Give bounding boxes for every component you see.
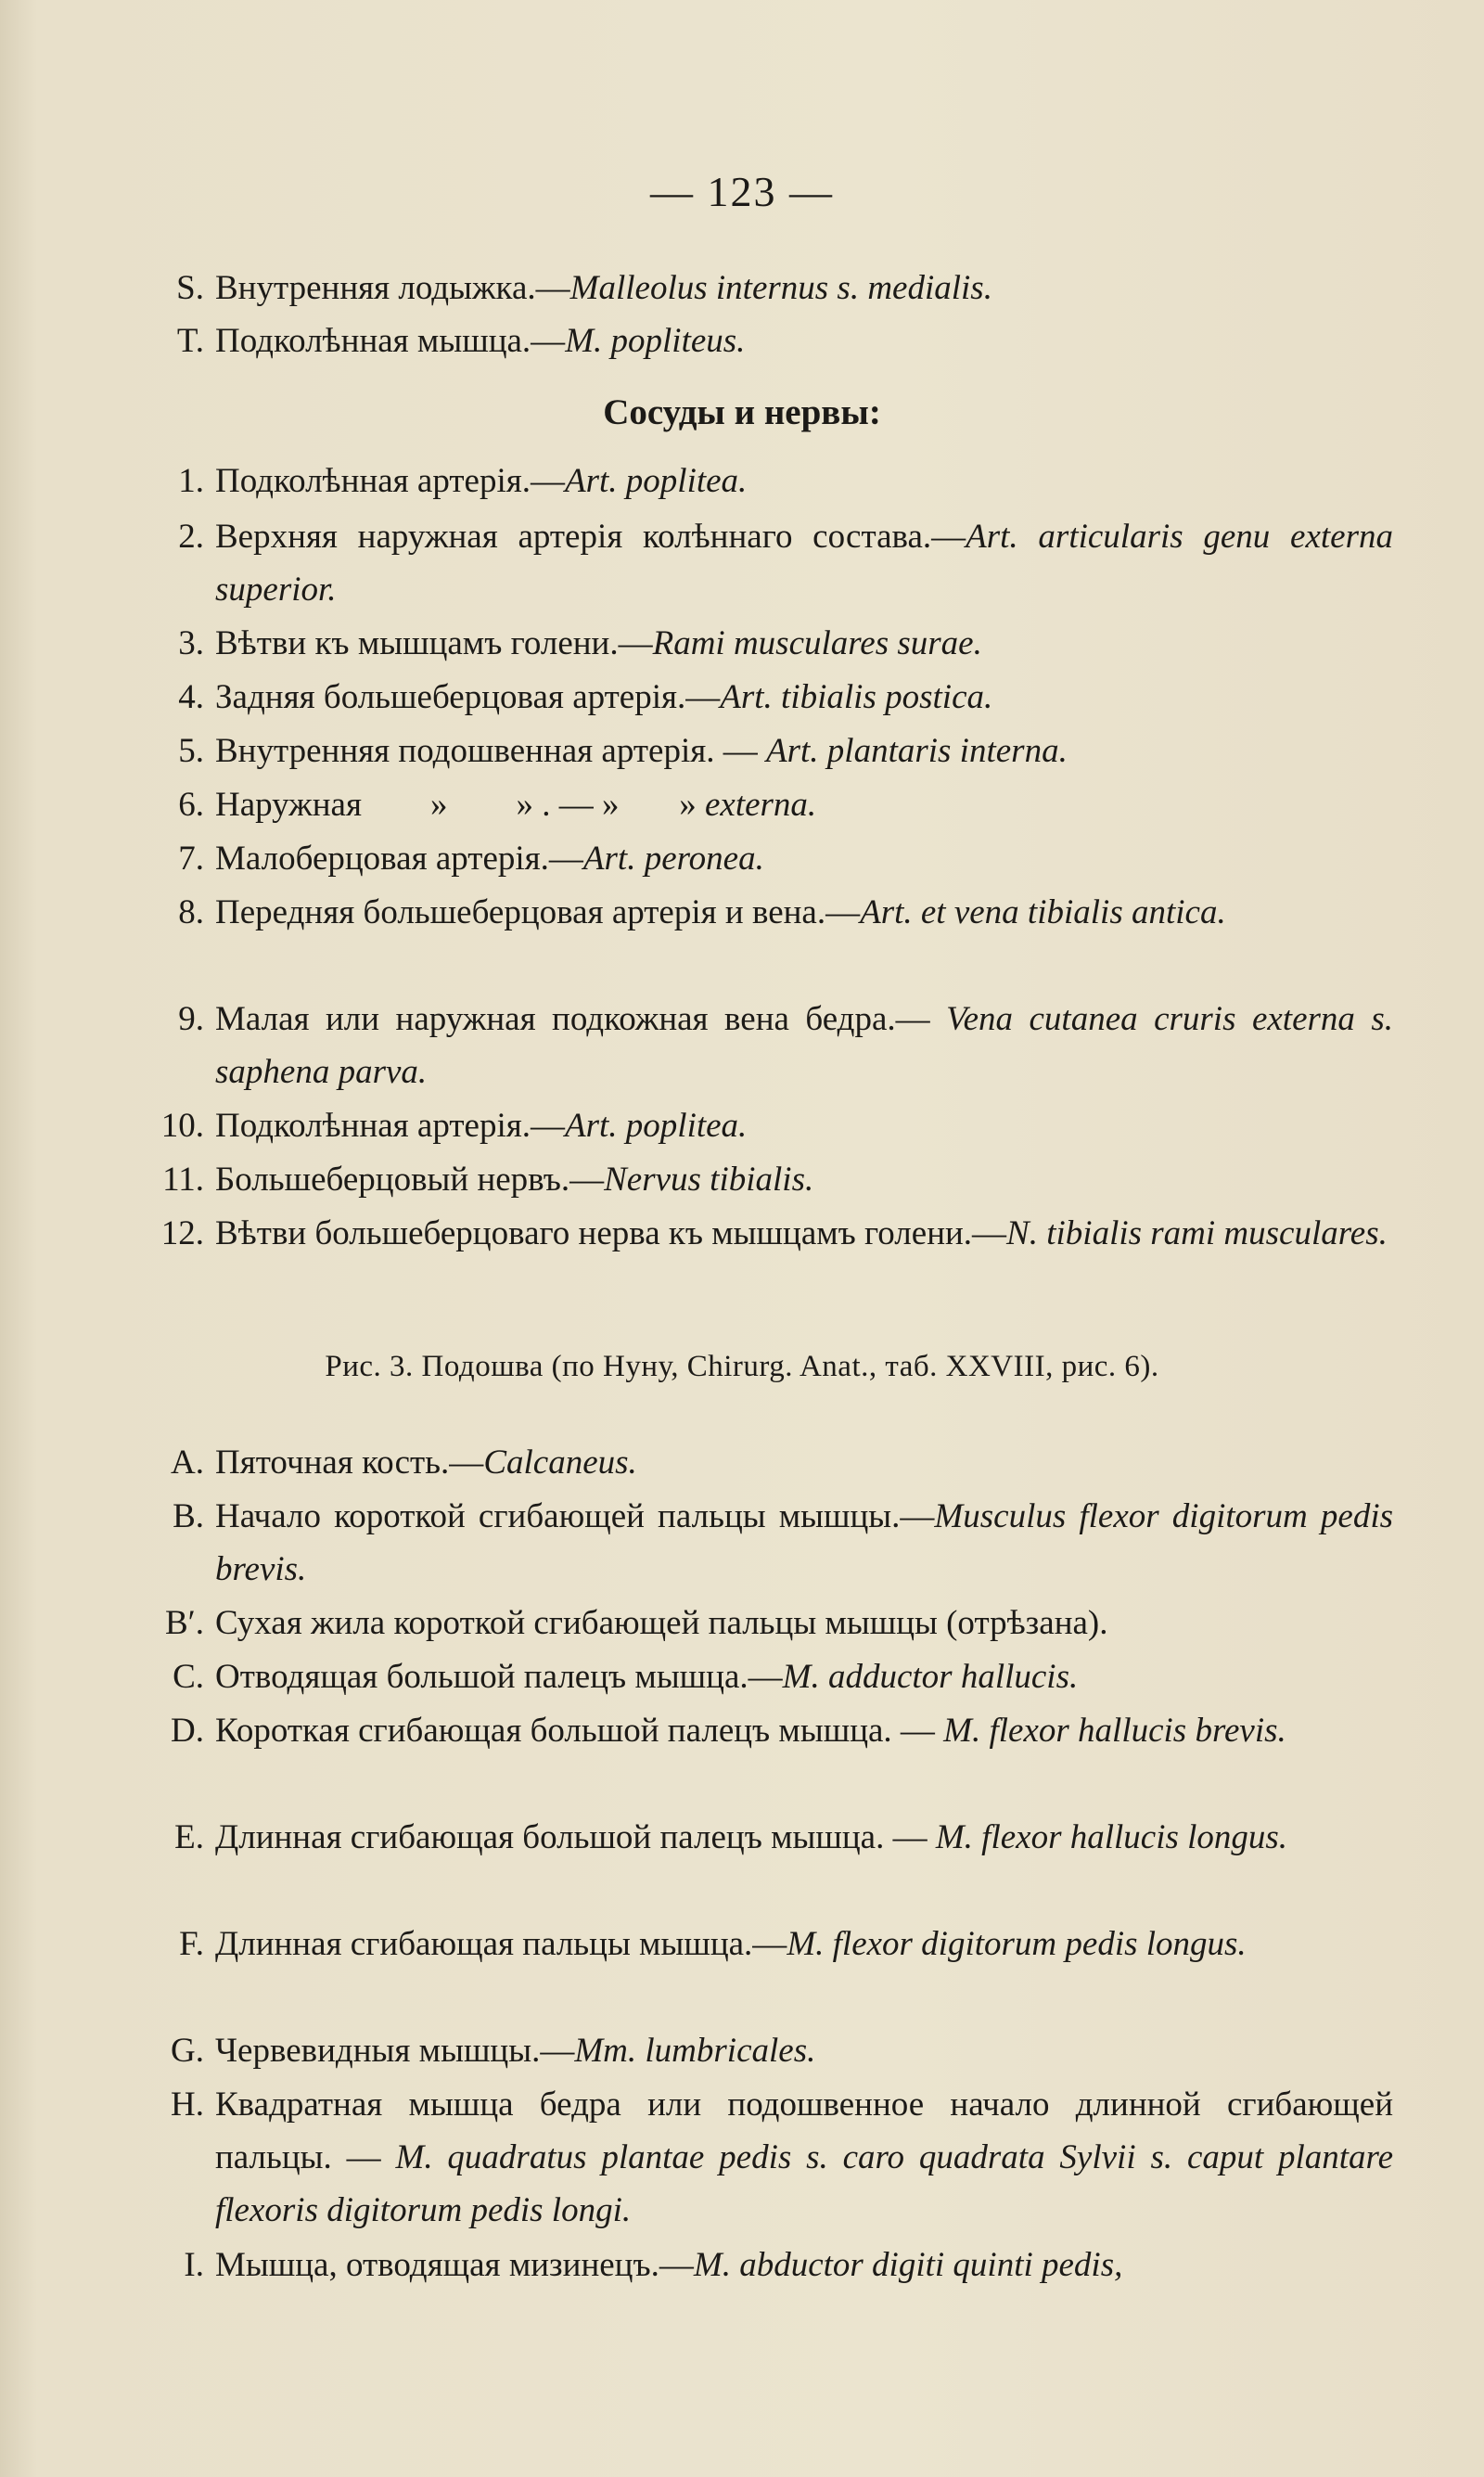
entry-text: Короткая сгибающая большой палецъ мышца. — M. flexor hallucis brevis. (215, 1712, 1286, 1750)
entry-text: Вѣтви большеберцоваго нерва къ мышцамъ голени.—N. tibialis rami musculares. (215, 1214, 1388, 1252)
entry-label: 1. (178, 462, 204, 500)
entry-label: 6. (178, 786, 204, 824)
entry-text: Длинная сгибающая большой палецъ мышца. — M. flexor hallucis longus. (215, 1818, 1288, 1856)
entry-text: Большеберцовый нервъ.—Nervus tibialis. (215, 1161, 814, 1199)
entry-label: A. (171, 1444, 204, 1482)
entry-text: Верхняя наружная артерія колѣннаго состава.—Art. articularis genu externa superior. (215, 518, 1393, 609)
entry-label: G. (171, 2032, 204, 2070)
page-number: — 123 — (650, 168, 834, 215)
entry-text: Подколѣнная артерія.—Art. poplitea. (215, 1107, 748, 1145)
entry-text: Внутренняя лодыжка.—Malleolus internus s. medialis. (215, 269, 992, 307)
entry-text: Внутренняя подошвенная артерія. — Art. plantaris interna. (215, 732, 1068, 770)
entry-label: I. (184, 2246, 204, 2284)
entry-label: D. (171, 1712, 204, 1750)
entry-text: Пяточная кость.—Calcaneus. (215, 1444, 637, 1482)
entry-text: Квадратная мышца бедра или подошвенное начало длинной сгибающей пальцы. — M. quadratus plantae pedis s. caro quadrata Sylvii s. caput plantare flexoris digitorum pedis longi. (215, 2086, 1394, 2229)
entry-label: 11. (162, 1161, 204, 1199)
entry-text: Малоберцовая артерія.—Art. peronea. (215, 840, 764, 878)
entry-text: Червевидныя мышцы.—Mm. lumbricales. (215, 2032, 816, 2070)
entry-text: Сухая жила короткой сгибающей пальцы мышцы (отрѣзана). (215, 1604, 1108, 1642)
entry-text: Передняя большеберцовая артерія и вена.—Art. et vena tibialis antica. (215, 893, 1226, 931)
entry-text: Наружная » » . — » » externa. (215, 786, 817, 824)
entry-label: 3. (178, 624, 204, 662)
entry-label: 9. (178, 1000, 204, 1038)
entry-text: Подколѣнная мышца.—M. popliteus. (215, 322, 746, 360)
entry-text: Отводящая большой палецъ мышца.—M. adductor hallucis. (215, 1658, 1079, 1696)
entry-label: 10. (160, 1107, 204, 1145)
entry-label: 5. (178, 732, 204, 770)
entry-text: Начало короткой сгибающей пальцы мышцы.—Musculus flexor digitorum pedis brevis. (215, 1497, 1394, 1588)
entry-text: Задняя большеберцовая артерія.—Art. tibialis postica. (215, 678, 993, 716)
entry-text: Длинная сгибающая пальцы мышца.—M. flexor digitorum pedis longus. (215, 1925, 1247, 1963)
entry-text: Подколѣнная артерія.—Art. poplitea. (215, 462, 748, 500)
entry-label: H. (171, 2086, 204, 2124)
entry-text: Малая или наружная подкожная вена бедра.— Vena cutanea cruris externa s. saphena parva. (215, 1000, 1393, 1091)
entry-label: 7. (178, 840, 204, 878)
entry-label: B. (173, 1497, 204, 1535)
entry-label: 12. (160, 1214, 204, 1252)
entry-text: Вѣтви къ мышцамъ голени.—Rami musculares surae. (215, 624, 982, 662)
entry-label: F. (179, 1925, 204, 1963)
entry-label: B′. (164, 1604, 204, 1642)
entry-label: 2. (178, 518, 204, 556)
entry-text: Мышца, отводящая мизинецъ.—M. abductor digiti quinti pedis, (215, 2246, 1123, 2284)
entry-label: C. (173, 1658, 204, 1696)
entry-label: S. (176, 269, 204, 307)
figure-caption: Рис. 3. Подошва (по Нуну, Chirurg. Anat., таб. XXVIII, рис. 6). (325, 1350, 1159, 1383)
entry-label: E. (174, 1818, 204, 1856)
section-heading: Сосуды и нервы: (603, 392, 881, 432)
entry-label: 4. (178, 678, 204, 716)
entry-label: 8. (178, 893, 204, 931)
entry-label: T. (176, 322, 204, 360)
